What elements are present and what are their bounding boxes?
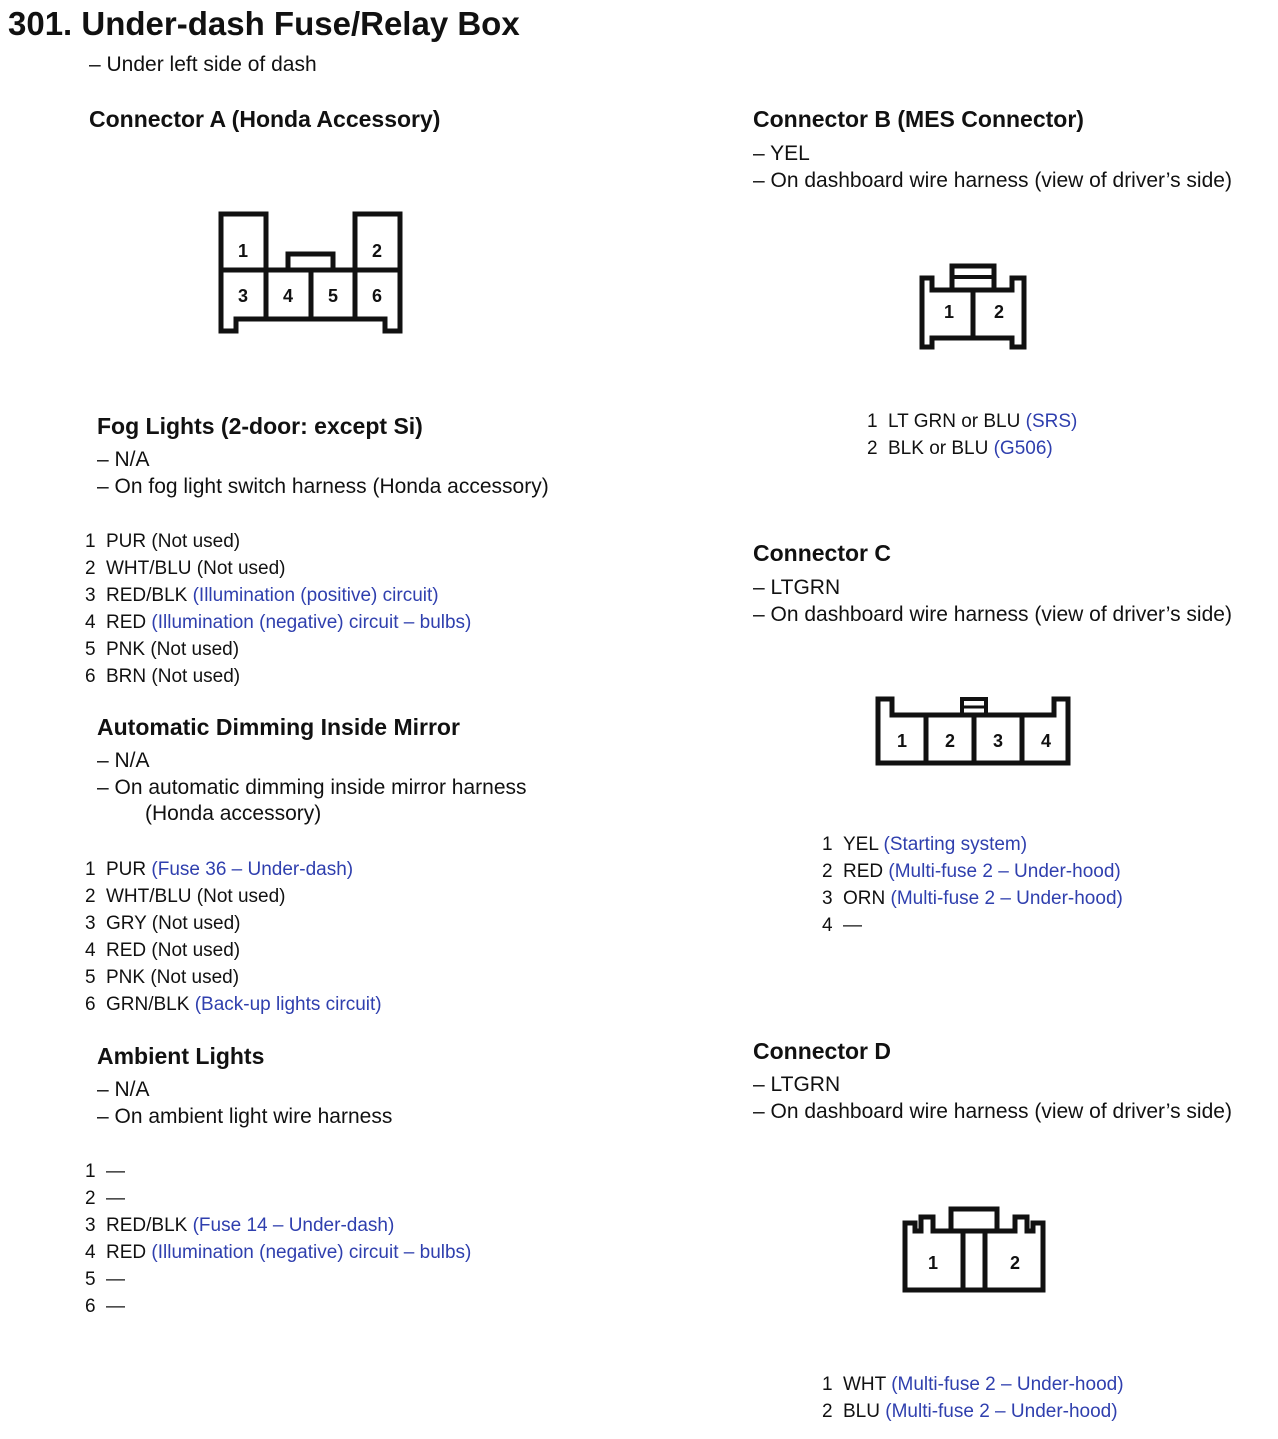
connector-b-pin-list (867, 408, 1077, 462)
connector-b-diagram (918, 260, 1032, 354)
pin-number: 2 (85, 558, 96, 579)
pin-wire-color: RED (106, 1242, 147, 1263)
pin-wire-color: BRN (106, 666, 147, 687)
pin-number: 1 (822, 1374, 833, 1395)
connector-b-location: – On dashboard wire harness (view of driver’s side) (753, 168, 1232, 192)
pin-row (85, 663, 471, 690)
connector-a-pin-label: 5 (327, 286, 339, 306)
ambient-pin-list (85, 1158, 471, 1320)
pin-row (85, 636, 471, 663)
connector-b-color: – YEL (753, 142, 810, 165)
pin-wire-color: BLK or BLU (888, 438, 989, 459)
connector-b-description (753, 141, 1232, 194)
pin-row (85, 528, 471, 555)
ambient-description (97, 1077, 392, 1130)
pin-wire-color: — (106, 1161, 125, 1182)
pin-circuit-reference: (Illumination (positive) circuit) (192, 585, 439, 606)
pin-number: 2 (822, 861, 833, 882)
pin-circuit-reference: (Fuse 36 – Under-dash) (151, 859, 354, 880)
pin-number: 5 (85, 1269, 96, 1290)
pin-wire-color: WHT (843, 1374, 886, 1395)
pin-row (85, 1293, 471, 1320)
connector-c-pin-label: 2 (944, 731, 956, 751)
pin-number: 3 (85, 913, 96, 934)
connector-d-pin-list (822, 1371, 1124, 1425)
pin-row (822, 1398, 1124, 1425)
pin-row (85, 964, 382, 991)
pin-number: 1 (85, 1161, 96, 1182)
mirror-description (97, 748, 527, 828)
mirror-heading: Automatic Dimming Inside Mirror (97, 714, 460, 740)
pin-wire-color: WHT/BLU (106, 558, 192, 579)
pin-wire-color: RED (843, 861, 884, 882)
mirror-location: – On automatic dimming inside mirror harness (97, 775, 527, 799)
pin-circuit-reference: (Starting system) (883, 834, 1028, 855)
pin-number: 6 (85, 666, 96, 687)
pin-number: 2 (822, 1401, 833, 1422)
connector-d-diagram (900, 1203, 1050, 1297)
pin-wire-color: BLU (843, 1401, 880, 1422)
pin-wire-color: WHT/BLU (106, 886, 192, 907)
connector-a-pin-label: 1 (237, 241, 249, 261)
pin-row (85, 1266, 471, 1293)
fog-lights-pin-list (85, 528, 471, 690)
pin-row (85, 582, 471, 609)
pin-row (85, 609, 471, 636)
pin-wire-color: RED/BLK (106, 1215, 188, 1236)
pin-row (822, 912, 1123, 939)
pin-description: (Not used) (151, 940, 241, 961)
pin-number: 5 (85, 967, 96, 988)
pin-number: 3 (85, 1215, 96, 1236)
pin-description: (Not used) (150, 639, 240, 660)
pin-row (85, 991, 382, 1018)
connector-c-pin-list (822, 831, 1123, 939)
pin-circuit-reference: (Fuse 14 – Under-dash) (192, 1215, 395, 1236)
pin-number: 4 (85, 1242, 96, 1263)
connector-c-diagram (873, 693, 1079, 771)
pin-row (85, 856, 382, 883)
pin-circuit-reference: (Multi-fuse 2 – Under-hood) (885, 1401, 1118, 1422)
pin-row (85, 555, 471, 582)
pin-number: 2 (867, 438, 878, 459)
connector-d-pin-label: 2 (1009, 1253, 1021, 1273)
pin-number: 2 (85, 886, 96, 907)
connector-d-heading: Connector D (753, 1038, 891, 1064)
pin-wire-color: PUR (106, 531, 147, 552)
pin-wire-color: PUR (106, 859, 147, 880)
pin-circuit-reference: (SRS) (1025, 411, 1078, 432)
connector-c-pin-label: 4 (1040, 731, 1052, 751)
pin-row (867, 435, 1077, 462)
pin-wire-color: GRY (106, 913, 147, 934)
connector-b-heading: Connector B (MES Connector) (753, 106, 1084, 132)
pin-wire-color: LT GRN or BLU (888, 411, 1021, 432)
pin-description: (Not used) (196, 886, 286, 907)
pin-row (85, 910, 382, 937)
mirror-location-note: (Honda accessory) (145, 802, 322, 825)
pin-number: 4 (85, 612, 96, 633)
pin-wire-color: GRN/BLK (106, 994, 190, 1015)
ambient-color: – N/A (97, 1078, 150, 1101)
pin-wire-color: — (106, 1269, 125, 1290)
pin-row (822, 1371, 1124, 1398)
pin-row (85, 1185, 471, 1212)
pin-number: 1 (867, 411, 878, 432)
pin-row (85, 1239, 471, 1266)
fog-lights-location: – On fog light switch harness (Honda accessory) (97, 474, 549, 498)
fog-lights-description (97, 447, 549, 500)
page-location: – Under left side of dash (89, 53, 317, 76)
fog-lights-heading: Fog Lights (2-door: except Si) (97, 413, 423, 439)
connector-b-pin-label: 2 (993, 302, 1005, 322)
pin-wire-color: RED (106, 940, 147, 961)
connector-a-heading: Connector A (Honda Accessory) (89, 106, 441, 132)
pin-wire-color: PNK (106, 967, 146, 988)
pin-wire-color: YEL (843, 834, 879, 855)
pin-row (85, 1212, 471, 1239)
pin-number: 2 (85, 1188, 96, 1209)
connector-c-pin-label: 3 (992, 731, 1004, 751)
pin-description: (Not used) (150, 967, 240, 988)
pin-wire-color: RED/BLK (106, 585, 188, 606)
connector-b-pin-label: 1 (943, 302, 955, 322)
pin-row (822, 858, 1123, 885)
pin-row (85, 937, 382, 964)
pin-description: (Not used) (151, 913, 241, 934)
mirror-pin-list (85, 856, 382, 1018)
connector-a-pin-label: 3 (237, 286, 249, 306)
pin-row (822, 831, 1123, 858)
pin-number: 4 (822, 915, 833, 936)
connector-d-location: – On dashboard wire harness (view of driver’s side) (753, 1099, 1232, 1123)
pin-description: (Not used) (151, 531, 241, 552)
pin-circuit-reference: (Multi-fuse 2 – Under-hood) (891, 1374, 1124, 1395)
pin-circuit-reference: (Multi-fuse 2 – Under-hood) (888, 861, 1121, 882)
pin-circuit-reference: (Illumination (negative) circuit – bulbs) (151, 1242, 472, 1263)
pin-number: 4 (85, 940, 96, 961)
connector-a-pin-label: 2 (371, 241, 383, 261)
pin-wire-color: RED (106, 612, 147, 633)
connector-d-color: – LTGRN (753, 1073, 841, 1096)
pin-wire-color: — (843, 915, 862, 936)
pin-wire-color: PNK (106, 639, 146, 660)
connector-d-description (753, 1072, 1232, 1125)
pin-row (85, 883, 382, 910)
connector-d-pin-label: 1 (927, 1253, 939, 1273)
mirror-color: – N/A (97, 749, 150, 772)
pin-row (867, 408, 1077, 435)
pin-wire-color: — (106, 1188, 125, 1209)
pin-number: 6 (85, 994, 96, 1015)
pin-number: 6 (85, 1296, 96, 1317)
pin-number: 3 (822, 888, 833, 909)
pin-circuit-reference: (G506) (993, 438, 1053, 459)
connector-a-pin-label: 4 (282, 286, 294, 306)
fog-lights-color: – N/A (97, 448, 150, 471)
ambient-location: – On ambient light wire harness (97, 1104, 393, 1128)
connector-c-heading: Connector C (753, 540, 891, 566)
connector-a-diagram (215, 208, 407, 336)
pin-number: 1 (85, 531, 96, 552)
pin-description: (Not used) (151, 666, 241, 687)
pin-circuit-reference: (Back-up lights circuit) (194, 994, 382, 1015)
connector-a-pin-label: 6 (371, 286, 383, 306)
connector-c-description (753, 575, 1232, 628)
pin-row (822, 885, 1123, 912)
page-title: 301. Under-dash Fuse/Relay Box (8, 5, 520, 42)
connector-c-pin-label: 1 (896, 731, 908, 751)
pin-circuit-reference: (Illumination (negative) circuit – bulbs) (151, 612, 472, 633)
pin-number: 1 (822, 834, 833, 855)
pin-number: 3 (85, 585, 96, 606)
pin-row (85, 1158, 471, 1185)
pin-number: 1 (85, 859, 96, 880)
pin-description: (Not used) (196, 558, 286, 579)
connector-c-color: – LTGRN (753, 576, 841, 599)
pin-wire-color: ORN (843, 888, 886, 909)
pin-circuit-reference: (Multi-fuse 2 – Under-hood) (890, 888, 1123, 909)
connector-d-outline (905, 1209, 1043, 1290)
pin-number: 5 (85, 639, 96, 660)
pin-wire-color: — (106, 1296, 125, 1317)
connector-c-location: – On dashboard wire harness (view of driver’s side) (753, 602, 1232, 626)
ambient-heading: Ambient Lights (97, 1043, 265, 1069)
